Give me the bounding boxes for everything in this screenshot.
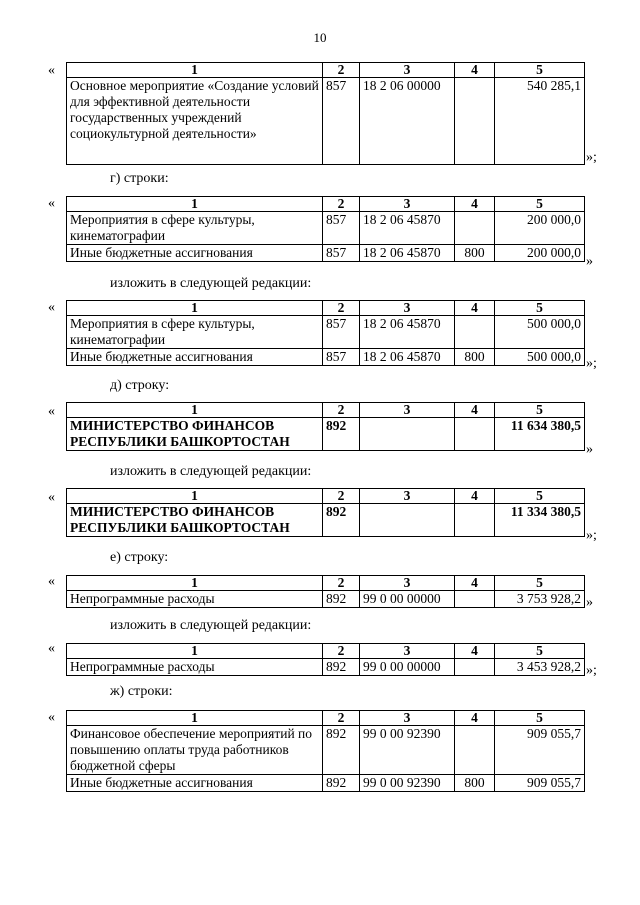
header-cell: 2 <box>323 197 360 212</box>
header-cell: 4 <box>455 301 495 316</box>
row-col4 <box>455 212 495 245</box>
table-row <box>67 245 585 262</box>
row-col3 <box>360 504 455 537</box>
header-cell: 5 <box>495 644 585 659</box>
header-cell: 1 <box>67 489 323 504</box>
row-name: МИНИСТЕРСТВО ФИНАНСОВ РЕСПУБЛИКИ БАШКОРТОСТАН <box>67 418 323 451</box>
table-header-row <box>67 644 585 659</box>
closing-quote: » <box>586 595 593 610</box>
opening-quote: « <box>48 490 55 505</box>
row-col4 <box>455 418 495 451</box>
table-header-row <box>67 489 585 504</box>
table-row <box>67 349 585 366</box>
row-col2: 892 <box>323 775 360 792</box>
row-col3: 99 0 00 00000 <box>360 591 455 608</box>
header-cell: 5 <box>495 489 585 504</box>
table-header-row <box>67 576 585 591</box>
block-heading: е) строку: <box>110 550 169 565</box>
table-header-row <box>67 403 585 418</box>
table-header-row <box>67 63 585 78</box>
row-col4 <box>455 591 495 608</box>
row-col4: 800 <box>455 775 495 792</box>
row-col3: 99 0 00 92390 <box>360 775 455 792</box>
header-cell: 3 <box>360 301 455 316</box>
budget-table-1 <box>66 196 585 262</box>
table-row <box>67 659 585 676</box>
row-col3: 18 2 06 45870 <box>360 316 455 349</box>
budget-table-3 <box>66 402 585 451</box>
header-cell: 2 <box>323 301 360 316</box>
table-header-row <box>67 711 585 726</box>
row-name: Иные бюджетные ассигнования <box>67 349 323 366</box>
header-cell: 4 <box>455 644 495 659</box>
header-cell: 4 <box>455 63 495 78</box>
table-header-row <box>67 197 585 212</box>
header-cell: 2 <box>323 576 360 591</box>
table-row <box>67 726 585 775</box>
opening-quote: « <box>48 574 55 589</box>
table-row <box>67 212 585 245</box>
opening-quote: « <box>48 710 55 725</box>
row-col5: 11 634 380,5 <box>495 418 585 451</box>
table-row <box>67 504 585 537</box>
row-name: Основное мероприятие «Создание условий для эффективной деятельности государственных учреждений социокультурной деятельности» <box>67 78 323 165</box>
closing-quote: »; <box>586 528 597 543</box>
table-row <box>67 78 585 165</box>
row-col5: 3 453 928,2 <box>495 659 585 676</box>
block-heading: изложить в следующей редакции: <box>110 464 312 479</box>
closing-quote: » <box>586 254 593 269</box>
row-col2: 857 <box>323 349 360 366</box>
header-cell: 4 <box>455 403 495 418</box>
table-row <box>67 316 585 349</box>
row-col2: 892 <box>323 418 360 451</box>
row-col3: 18 2 06 45870 <box>360 245 455 262</box>
header-cell: 1 <box>67 197 323 212</box>
header-cell: 2 <box>323 403 360 418</box>
row-col5: 11 334 380,5 <box>495 504 585 537</box>
row-col3: 18 2 06 45870 <box>360 212 455 245</box>
header-cell: 1 <box>67 576 323 591</box>
header-cell: 5 <box>495 301 585 316</box>
row-col5: 909 055,7 <box>495 726 585 775</box>
header-cell: 3 <box>360 403 455 418</box>
budget-table-7 <box>66 710 585 792</box>
header-cell: 3 <box>360 644 455 659</box>
row-col2: 857 <box>323 78 360 165</box>
row-col2: 892 <box>323 726 360 775</box>
row-col4: 800 <box>455 349 495 366</box>
header-cell: 3 <box>360 489 455 504</box>
row-col2: 892 <box>323 504 360 537</box>
table-header-row <box>67 301 585 316</box>
row-col3 <box>360 418 455 451</box>
block-heading: ж) строки: <box>110 684 173 699</box>
row-name: Непрограммные расходы <box>67 591 323 608</box>
row-col3: 18 2 06 00000 <box>360 78 455 165</box>
header-cell: 3 <box>360 576 455 591</box>
table-row <box>67 591 585 608</box>
closing-quote: »; <box>586 356 597 371</box>
table-row <box>67 775 585 792</box>
row-col4 <box>455 504 495 537</box>
header-cell: 3 <box>360 197 455 212</box>
header-cell: 5 <box>495 63 585 78</box>
header-cell: 2 <box>323 711 360 726</box>
header-cell: 5 <box>495 403 585 418</box>
header-cell: 2 <box>323 489 360 504</box>
opening-quote: « <box>48 63 55 78</box>
row-col4 <box>455 659 495 676</box>
row-col4 <box>455 726 495 775</box>
closing-quote: » <box>586 442 593 457</box>
budget-table-0 <box>66 62 585 165</box>
closing-quote: »; <box>586 663 597 678</box>
row-col5: 500 000,0 <box>495 349 585 366</box>
header-cell: 5 <box>495 711 585 726</box>
header-cell: 4 <box>455 197 495 212</box>
header-cell: 5 <box>495 197 585 212</box>
row-col5: 540 285,1 <box>495 78 585 165</box>
block-heading: г) строки: <box>110 171 169 186</box>
row-col2: 857 <box>323 245 360 262</box>
row-name: Мероприятия в сфере культуры, кинематографии <box>67 212 323 245</box>
header-cell: 2 <box>323 644 360 659</box>
row-col4 <box>455 316 495 349</box>
row-col3: 99 0 00 92390 <box>360 726 455 775</box>
header-cell: 1 <box>67 403 323 418</box>
row-col5: 500 000,0 <box>495 316 585 349</box>
opening-quote: « <box>48 404 55 419</box>
row-col5: 909 055,7 <box>495 775 585 792</box>
row-col2: 857 <box>323 316 360 349</box>
opening-quote: « <box>48 641 55 656</box>
block-heading: д) строку: <box>110 378 170 393</box>
budget-table-2 <box>66 300 585 366</box>
header-cell: 2 <box>323 63 360 78</box>
budget-table-6 <box>66 643 585 676</box>
row-name: Финансовое обеспечение мероприятий по повышению оплаты труда работников бюджетной сферы <box>67 726 323 775</box>
row-col3: 18 2 06 45870 <box>360 349 455 366</box>
row-col4: 800 <box>455 245 495 262</box>
header-cell: 4 <box>455 711 495 726</box>
header-cell: 1 <box>67 301 323 316</box>
row-name: МИНИСТЕРСТВО ФИНАНСОВ РЕСПУБЛИКИ БАШКОРТОСТАН <box>67 504 323 537</box>
row-col5: 200 000,0 <box>495 212 585 245</box>
block-heading: изложить в следующей редакции: <box>110 276 312 291</box>
row-col5: 3 753 928,2 <box>495 591 585 608</box>
row-name: Иные бюджетные ассигнования <box>67 245 323 262</box>
budget-table-5 <box>66 575 585 608</box>
header-cell: 5 <box>495 576 585 591</box>
header-cell: 4 <box>455 489 495 504</box>
header-cell: 1 <box>67 711 323 726</box>
row-col2: 892 <box>323 659 360 676</box>
block-heading: изложить в следующей редакции: <box>110 618 312 633</box>
opening-quote: « <box>48 300 55 315</box>
header-cell: 3 <box>360 711 455 726</box>
row-col5: 200 000,0 <box>495 245 585 262</box>
row-col4 <box>455 78 495 165</box>
budget-table-4 <box>66 488 585 537</box>
row-col2: 857 <box>323 212 360 245</box>
row-name: Иные бюджетные ассигнования <box>67 775 323 792</box>
header-cell: 1 <box>67 644 323 659</box>
row-col2: 892 <box>323 591 360 608</box>
opening-quote: « <box>48 196 55 211</box>
table-row <box>67 418 585 451</box>
row-name: Непрограммные расходы <box>67 659 323 676</box>
row-name: Мероприятия в сфере культуры, кинематографии <box>67 316 323 349</box>
page-number: 10 <box>313 30 327 45</box>
header-cell: 3 <box>360 63 455 78</box>
header-cell: 1 <box>67 63 323 78</box>
header-cell: 4 <box>455 576 495 591</box>
row-col3: 99 0 00 00000 <box>360 659 455 676</box>
closing-quote: »; <box>586 150 597 165</box>
